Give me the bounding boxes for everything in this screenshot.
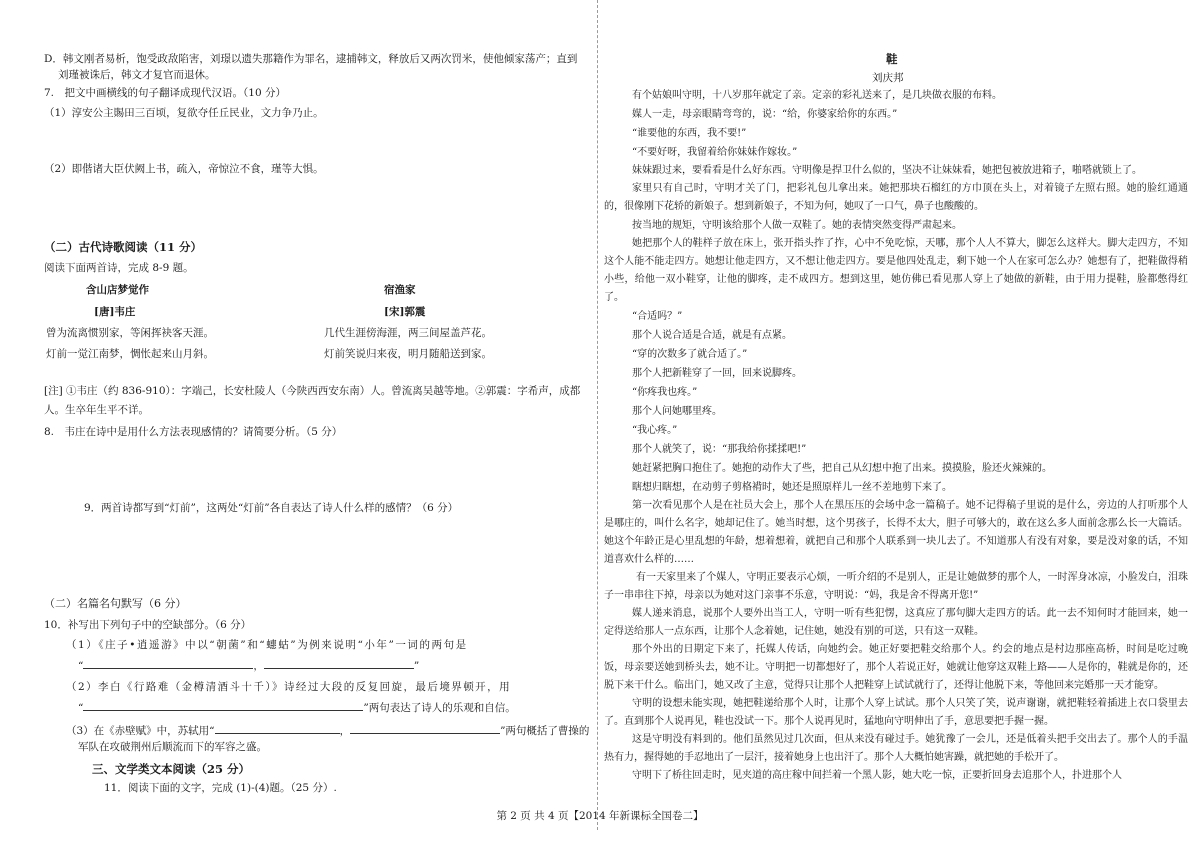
story-author: 刘庆邦 [872,72,904,84]
paragraph: 按当地的规矩，守明该给那个人做一双鞋了。她的表情突然变得严肃起来。 [632,220,962,231]
answer-blank[interactable] [350,723,500,734]
paragraph: 第一次看见那个人是在社员大会上，那个人在黑压压的会场中念一篇稿子。她不记得稿子里说的是什么，旁边的人打听那个人是哪庄的，叫什么名字，她却记住了。她当时想，这个男孩子，长得不太大，胆子可够大的，敢在这么多人面前念那么长一大篇话。她这个年龄正是心里乱想的年龄，想着想着，就把自己和那个人联系到一块儿去了。不知道那人有没有对象，要是没对象的话，不知道喜欢什么样的…… [604,500,1188,565]
paragraph: 媒人递来消息，说那个人要外出当工人，守明一听有些犯愣，这真应了那句脚大走四方的话。此一去不知何时才能回来，她一定得送给那人一点东西，让那个人念着她，记住她，她没有别的可送，只有这一双鞋。 [604,608,1188,637]
paragraph: 那个人问她哪里疼。 [632,406,722,417]
paragraph: “不要好呀，我留着给你妹妹作嫁妆。” [632,147,798,158]
page-footer: 第 2 页 共 4 页【2014 年新课标全国卷二】 [496,810,704,822]
paragraph: “我心疼。” [632,425,678,436]
question-10: 10．补写出下列句子中的空缺部分。（6 分） [44,619,252,631]
poem2-line1: 几代生涯傍海涯，两三间屋盖芦花。 [324,327,492,339]
question-10-item-1: （1）《庄子•逍遥游》中以“朝菌”和“蟪蛄”为例来说明“小年”一词的两句是 [66,639,468,651]
question-7-item-2: （2）即偕诸大臣伏阙上书，疏入，帝惊泣不食，瑾等大惧。 [44,163,324,175]
paragraph: “你疼我也疼。” [632,387,698,398]
poem1-line1: 曾为流离惯别家，等闲挥袂客天涯。 [46,327,214,339]
paragraph: 她把那个人的鞋样子放在床上，张开指头拃了拃，心中不免吃惊，天哪，那个人人不算大，脚怎么这样大。脚大走四方，不知这个人能不能走四方。她想让他走四方，又不想让他走四方。要是他四处乱走，剩下她一个人在家可怎么办？她想有了，把鞋做得稍小些，给他一双小鞋穿，让他的脚疼，走不成四方。想到这里，她仿佛已看见那人穿上了她做的新鞋，由于用力提鞋，脸都憋得红了。 [604,238,1188,303]
question-10-item-1-blanks: “ ， ” [78,660,420,672]
paragraph: 守明的设想未能实现，她把鞋递给那个人时，让那个人穿上试试。那个人只笑了笑，说声谢谢，就把鞋轻着插进上衣口袋里去了。直到那个人说再见，鞋也没试一下。那个人说再见时，猛地向守明伸出了手，意思要把手握一握。 [604,698,1188,727]
paragraph: 这是守明没有料到的。他们虽然见过几次面，但从来没有碰过手。她犹豫了一会儿，还是低着头把手交出去了。那个人的手温热有力，握得她的手忍地出了一层汗，接着她身上也出汗了。那个人大概怕她害躁，就把她的手松开了。 [604,734,1188,763]
paragraph: 妹妹跟过来，要看看是什么好东西。守明像是捍卫什么似的，坚决不让妹妹看，她把包被放进箱子，啪嗒就锁上了。 [632,165,1142,176]
poem-notes-line2: 人。生卒年生平不详。 [44,404,149,416]
story-title: 鞋 [886,52,898,66]
paragraph: 那个人就笑了，说：“那我给你揉揉吧!” [632,444,807,455]
dictation-section-heading: （二）名篇名句默写（6 分） [44,597,187,610]
paragraph: 瞎想归瞎想，在动剪子剪格褙时，她还是照原样儿一丝不差地剪下来了。 [632,482,952,493]
answer-blank[interactable] [264,658,414,669]
answer-blank[interactable] [83,700,363,711]
paragraph: 那个外出的日期定下来了，托媒人传话，向她约会。她正好要把鞋交给那个人。约会的地点是村边那座高桥，时间是吃过晚饭，母亲要送她到桥头去，她不让。守明把一切都想好了，那个人若说正好，她就让他穿这双鞋上路——人是你的，鞋就是你的，还脱下来干什么。临出门，她又改了主意，觉得只让那个人把鞋穿上试试就行了，还得让他脱下来，等他回来完婚那一天才能穿。 [604,644,1188,691]
question-10-item-3: （3）在《赤壁赋》中，苏轼用“ ， ”两句概括了曹操的 [66,725,590,737]
paragraph: 她赶紧把胸口抱住了。她抱的动作大了些，把自己从幻想中抱了出来。摸摸脸，脸还火辣辣的。 [632,463,1052,474]
question-10-item-2: （2）李白《行路难（金樽清酒斗十千）》诗经过大段的反复回旋，最后境界顿开，用 [66,681,512,693]
question-10-item-2-blanks: “ ”两句表达了诗人的乐观和自信。 [78,702,516,714]
question-7: 7. 把文中画横线的句子翻译成现代汉语。（10 分） [44,87,286,99]
poem1-author: [唐]韦庄 [94,306,136,318]
poetry-section-heading: （二）古代诗歌阅读（11 分） [44,240,203,254]
column-divider [597,0,598,830]
poem2-line2: 灯前笑说归来夜，明月随船送到家。 [324,348,492,360]
poem2-title: 宿渔家 [384,284,416,296]
story-body [604,86,1188,785]
answer-blank[interactable] [83,658,253,669]
paragraph: 媒人一走，母亲眼睛弯弯的，说：“给，你婆家给你的东西。” [632,109,898,120]
paragraph: 有一天家里来了个媒人，守明正要表示心烦，一听介绍的不是别人，正是让她做梦的那个人，一时浑身冰凉，小脸发白，泪珠子一串串往下掉，母亲以为她对这门亲事不乐意，守明说：“妈，我是舍不得离开您!” [604,572,1188,601]
paragraph: “合适吗？” [632,311,683,322]
option-d-line1: D．韩文刚者易析，饱受政敌陷害，刘璟以遗失那籍作为罪名，逮捕韩文，释放后又两次罚米，使他倾家荡产；直到 [44,53,578,65]
paragraph: “穿的次数多了就合适了。” [632,349,748,360]
paragraph: 那个人把新鞋穿了一回，回来说脚疼。 [632,368,802,379]
poem-notes-line1: [注] ①韦庄（约 836-910）：字端己，长安杜陵人（今陕西西安东南）人。曾流离吴越等地。②郭震：字希声，成都 [44,385,581,397]
literary-section-heading: 三、文学类文本阅读（25 分） [92,762,251,776]
option-d-line2: 刘瑾被诛后，韩文才复官而退休。 [58,69,216,81]
paragraph: “谁要他的东西，我不要!” [632,128,747,139]
question-9: 9．两首诗都写到“灯前”，这两处“灯前”各自表达了诗人什么样的感情？（6 分） [84,502,459,514]
poem2-author: [宋]郭震 [384,306,426,318]
paragraph: 有个姑娘叫守明，十八岁那年就定了亲。定亲的彩礼送来了，是几块做衣服的布料。 [632,90,1002,101]
paragraph: 家里只有自己时，守明才关了门，把彩礼包儿拿出来。她把那块石榴红的方巾顶在头上，对着镜子左照右照。她的脸红通通的，很像刚下花轿的新娘子。想到新娘子，不知为何，她叹了一口气，鼻子也酸酸的。 [604,183,1188,212]
question-11: 11．阅读下面的文字，完成 (1)-(4)题。（25 分）. [104,782,337,794]
question-7-item-1: （1）淳安公主賜田三百顷，复欲夺任丘民业，文力争乃止。 [44,107,324,119]
poem1-title: 含山店梦觉作 [86,284,149,296]
answer-blank[interactable] [215,723,340,734]
poem1-line2: 灯前一觉江南梦，惆怅起来山月斜。 [46,348,214,360]
paragraph: 守明下了桥往回走时，见夹道的高庄稼中间拦着一个黑人影，她大吃一惊，正要折回身去追那个人，扑进那个人 [632,770,1122,781]
question-8: 8. 韦庄在诗中是用什么方法表现感情的？请简要分析。（5 分） [44,426,343,438]
paragraph: 那个人说合适是合适，就是有点紧。 [632,330,792,341]
poetry-intro: 阅读下面两首诗，完成 8-9 题。 [44,262,194,274]
question-10-item-3-line2: 军队在攻破荆州后顺流而下的军容之盛。 [78,741,267,753]
